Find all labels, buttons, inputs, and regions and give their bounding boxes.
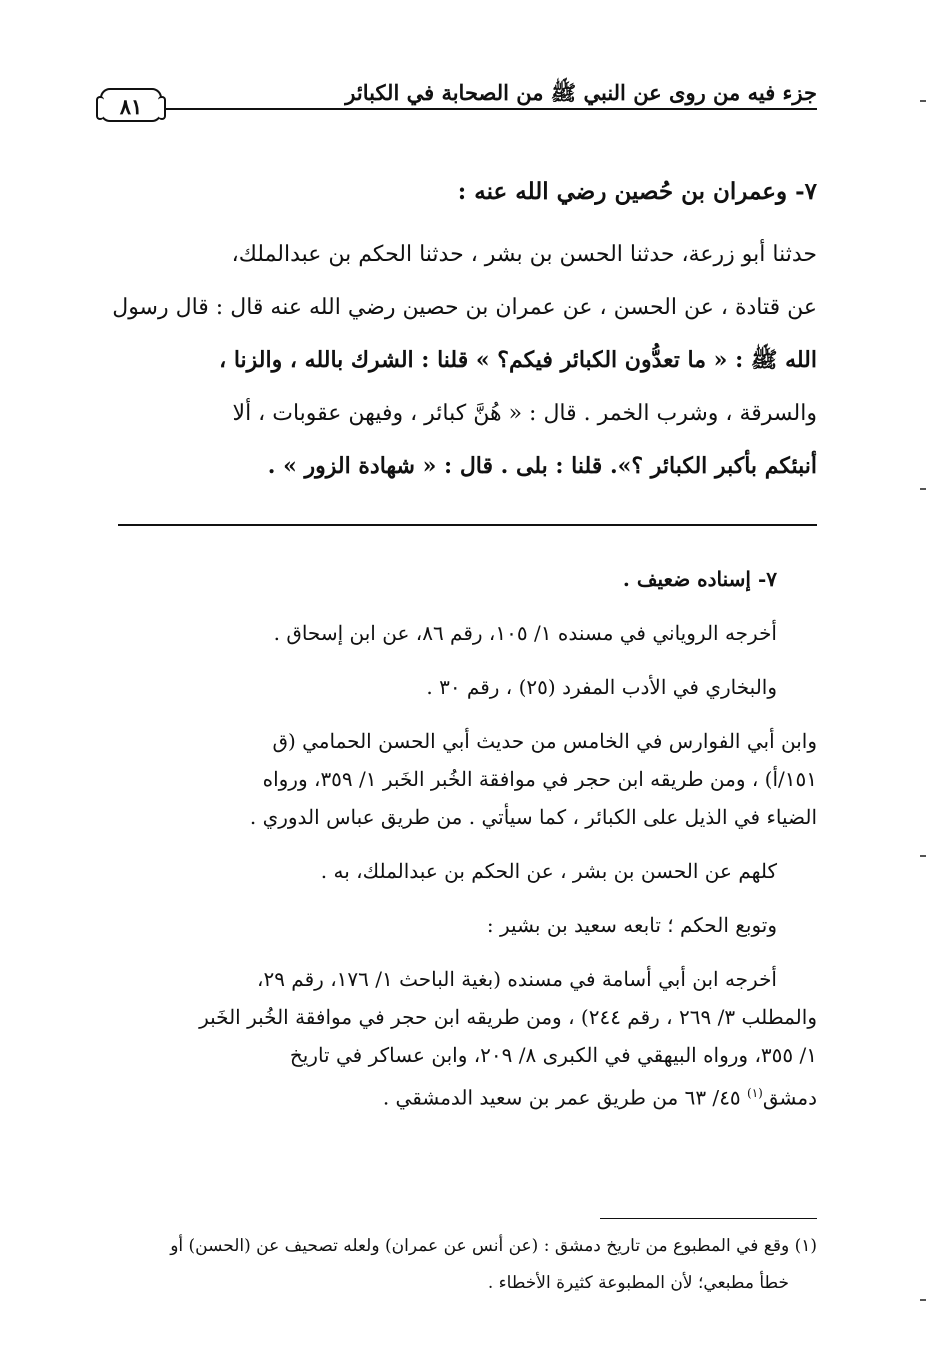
notes-line: وابن أبي الفوارس في الخامس من حديث أبي الحسن الحمامي (ق: [272, 729, 817, 753]
footnote-reference: (١): [747, 1086, 763, 1100]
footnote: [108, 1228, 817, 1302]
section-heading: ٧- وعمران بن حُصين رضي الله عنه :: [457, 178, 817, 205]
footnote-line: (١) وقع في المطبوع من تاريخ دمشق : (عن أنس عن عمران) ولعله تصحيف عن (الحسن) أو: [170, 1236, 817, 1256]
hadith-text: [108, 228, 817, 493]
notes-line: أخرجه الروياني في مسنده ١/ ١٠٥، رقم ٨٦، عن ابن إسحاق .: [273, 621, 777, 645]
scan-margin-mark: [920, 1299, 926, 1301]
footnote-line: خطأ مطبعي؛ لأن المطبوعة كثيرة الأخطاء .: [487, 1273, 789, 1293]
running-header-title: جزء فيه من روى عن النبي ﷺ من الصحابة في الكبائر: [345, 80, 817, 105]
hadith-line: الله ﷺ : « ما تعدُّون الكبائر فيكم؟ » قلنا : الشرك بالله ، والزنا ،: [219, 347, 817, 373]
hadith-line: والسرقة ، وشرب الخمر . قال : « هُنَّ كبائر ، وفيهن عقوبات ، ألا: [232, 401, 817, 426]
notes-line-start: دمشق: [762, 1085, 817, 1110]
notes-line-last: [108, 1074, 817, 1117]
footnote-rule: [600, 1218, 817, 1219]
hadith-line: عن قتادة ، عن الحسن ، عن عمران بن حصين رضي الله عنه قال : قال رسول: [112, 295, 817, 320]
scan-margin-mark: [920, 100, 926, 102]
notes-line-end: ٤٥/ ٦٣ من طريق عمر بن سعيد الدمشقي .: [382, 1085, 741, 1110]
scan-margin-mark: [920, 855, 926, 857]
notes-line: أخرجه ابن أبي أسامة في مسنده (بغية الباحث ١/ ١٧٦، رقم ٢٩،: [257, 967, 777, 991]
text-notes-divider: [118, 524, 817, 526]
notes-line: ١٥١/أ) ، ومن طريقه ابن حجر في موافقة الخُبر الخَبر ١/ ٣٥٩، ورواه: [262, 767, 817, 791]
takhrij-notes: [108, 560, 817, 1117]
hadith-line: أنبئكم بأكبر الكبائر ؟». قلنا : بلى . قال : « شهادة الزور » .: [267, 453, 817, 479]
notes-line: وتوبع الحكم ؛ تابعه سعيد بن بشير :: [486, 913, 777, 937]
page-number-badge: ٨١: [100, 88, 162, 122]
notes-line: كلهم عن الحسن بن بشر ، عن الحكم بن عبدالملك، به .: [320, 859, 777, 883]
notes-heading: ٧- إسناده ضعيف .: [622, 567, 777, 591]
scan-margin-mark: [920, 488, 926, 490]
notes-line: والمطلب ٣/ ٢٦٩ ، رقم ٢٤٤) ، ومن طريقه ابن حجر في موافقة الخُبر الخَبر: [199, 1005, 817, 1029]
notes-line: ١/ ٣٥٥، ورواه البيهقي في الكبرى ٨/ ٢٠٩، وابن عساكر في تاريخ: [289, 1043, 817, 1067]
notes-line: والبخاري في الأدب المفرد (٢٥) ، رقم ٣٠ .: [426, 675, 777, 699]
header-rule: [160, 108, 817, 110]
notes-line: الضياء في الذيل على الكبائر ، كما سيأتي . من طريق عباس الدوري .: [249, 805, 817, 829]
hadith-line: حدثنا أبو زرعة، حدثنا الحسن بن بشر ، حدثنا الحكم بن عبدالملك،: [231, 242, 817, 267]
